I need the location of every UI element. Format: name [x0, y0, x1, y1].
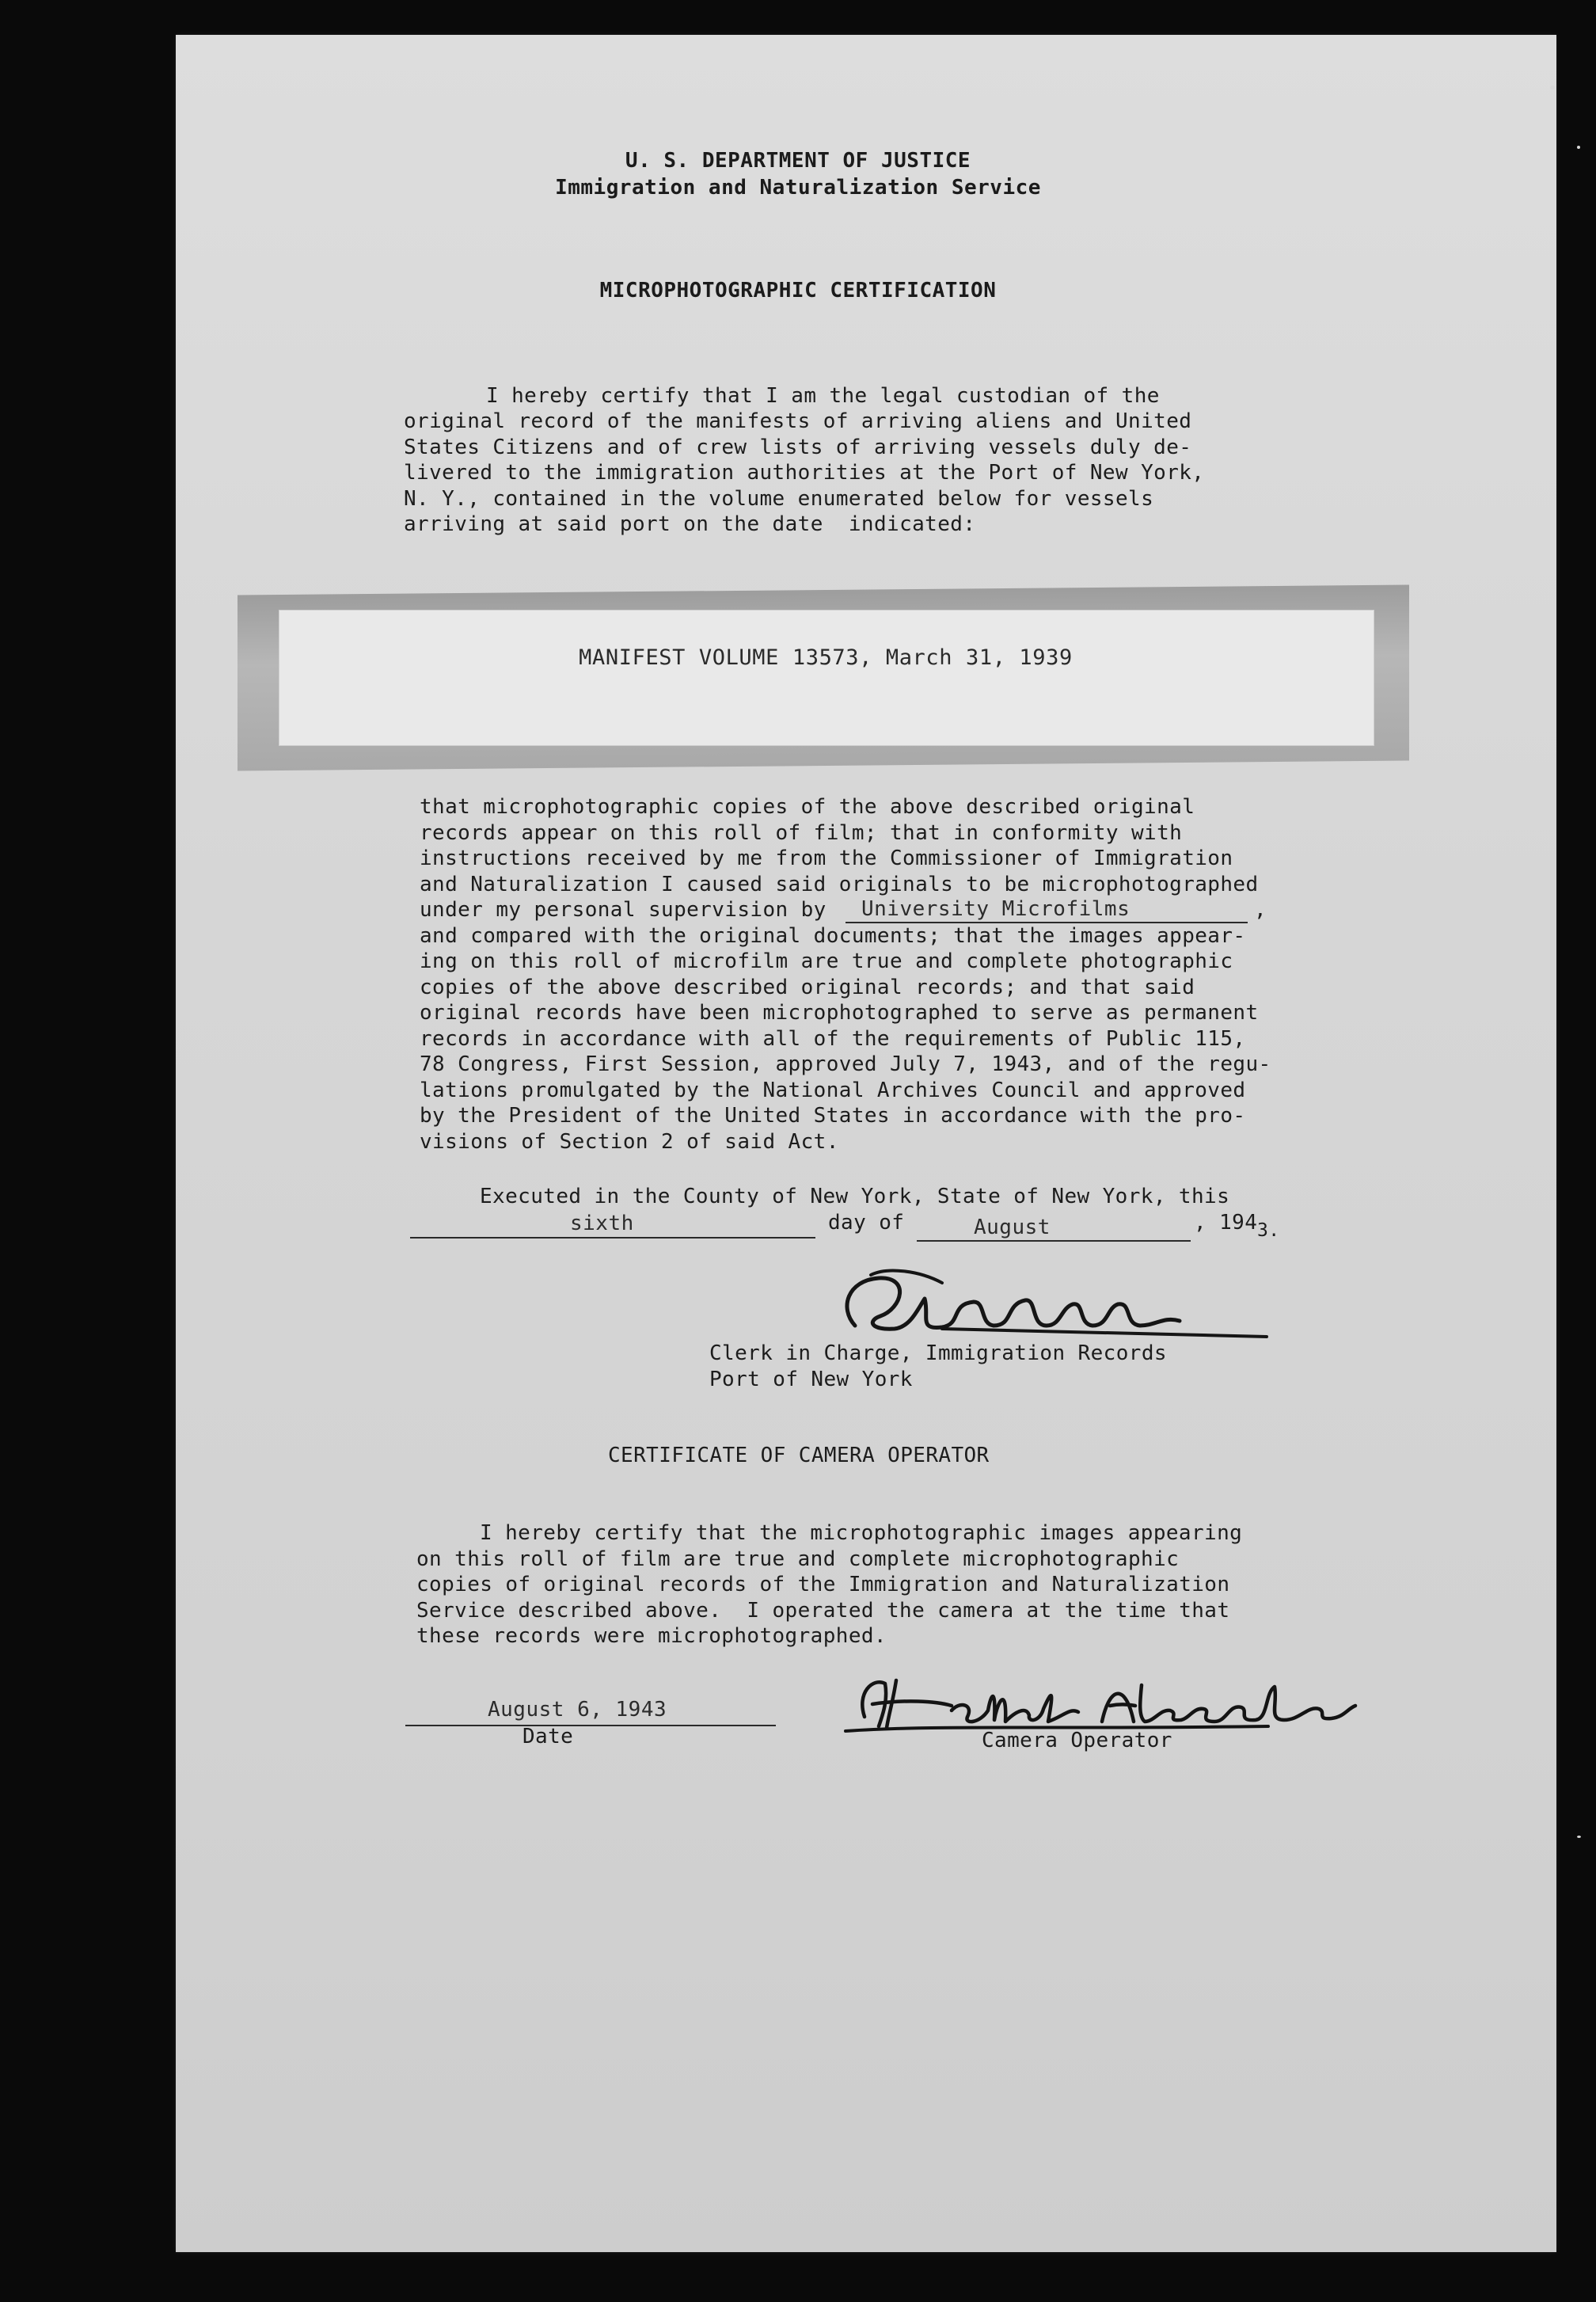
year-prefix: , 194: [1194, 1211, 1258, 1235]
clerk-place: Port of New York: [709, 1368, 913, 1391]
date-value: August 6, 1943: [488, 1698, 667, 1722]
body-line: lations promulgated by the National Archives Council and approved: [420, 1079, 1246, 1102]
camera-certificate-title: CERTIFICATE OF CAMERA OPERATOR: [608, 1444, 990, 1467]
service-header: Immigration and Naturalization Service: [555, 176, 1041, 200]
intro-line: N. Y., contained in the volume enumerated below for vessels: [404, 487, 1154, 511]
day-of-label: day of: [828, 1211, 905, 1235]
body-line: original records have been microphotographed to serve as permanent: [420, 1001, 1259, 1025]
department-header: U. S. DEPARTMENT OF JUSTICE: [625, 149, 971, 173]
month-underline: [917, 1240, 1191, 1242]
date-label: Date: [522, 1725, 574, 1748]
body-line: instructions received by me from the Commissioner of Immigration: [420, 847, 1233, 870]
executed-line: Executed in the County of New York, State of New York, this: [480, 1185, 1230, 1208]
document-page: [176, 35, 1556, 2252]
camera-line: on this roll of film are true and complete microphotographic: [416, 1547, 1180, 1571]
camera-operator-label: Camera Operator: [982, 1729, 1172, 1752]
camera-line: I hereby certify that the microphotographic images appearing: [480, 1521, 1243, 1545]
clerk-signature-icon: [823, 1261, 1267, 1348]
intro-line: States Citizens and of crew lists of arriving vessels duly de-: [404, 436, 1192, 459]
body-line: that microphotographic copies of the above described original: [420, 795, 1195, 819]
camera-line: these records were microphotographed.: [416, 1624, 887, 1648]
certification-title: MICROPHOTOGRAPHIC CERTIFICATION: [599, 279, 997, 302]
body-line: and compared with the original documents; that the images appear-: [420, 924, 1246, 948]
film-speck: [1577, 1836, 1581, 1838]
body-line: ing on this roll of microfilm are true and complete photographic: [420, 949, 1233, 973]
supervisor-name: University Microfilms: [861, 897, 1130, 921]
camera-line: copies of original records of the Immigration and Naturalization: [416, 1573, 1230, 1596]
body-line: records appear on this roll of film; that in conformity with: [420, 821, 1183, 845]
body-line: 78 Congress, First Session, approved July 7, 1943, and of the regu-: [420, 1052, 1271, 1076]
executed-month-value: August: [974, 1216, 1051, 1239]
date-underline: [405, 1725, 776, 1726]
body-line: visions of Section 2 of said Act.: [420, 1130, 839, 1154]
day-underline: [410, 1237, 815, 1239]
intro-line: livered to the immigration authorities at the Port of New York,: [404, 461, 1205, 485]
film-speck: [1550, 86, 1555, 89]
body-line: copies of the above described original records; and that said: [420, 976, 1195, 999]
manifest-banner: [279, 610, 1374, 746]
camera-line: Service described above. I operated the camera at the time that: [416, 1599, 1230, 1623]
executed-day-value: sixth: [570, 1212, 634, 1235]
intro-line: I hereby certify that I am the legal custodian of the: [486, 384, 1160, 408]
intro-line: arriving at said port on the date indicated:: [404, 512, 976, 536]
body-line: under my personal supervision by: [420, 898, 826, 922]
supervisor-comma: ,: [1254, 898, 1267, 922]
body-line: and Naturalization I caused said originals to be microphotographed: [420, 873, 1259, 896]
body-line: records in accordance with all of the requirements of Public 115,: [420, 1027, 1246, 1051]
body-line: by the President of the United States in accordance with the pro-: [420, 1104, 1246, 1128]
intro-line: original record of the manifests of arriving aliens and United: [404, 409, 1192, 433]
clerk-title: Clerk in Charge, Immigration Records: [709, 1341, 1167, 1365]
manifest-volume-label: MANIFEST VOLUME 13573, March 31, 1939: [579, 645, 1073, 670]
year-suffix: 3.: [1257, 1220, 1280, 1241]
